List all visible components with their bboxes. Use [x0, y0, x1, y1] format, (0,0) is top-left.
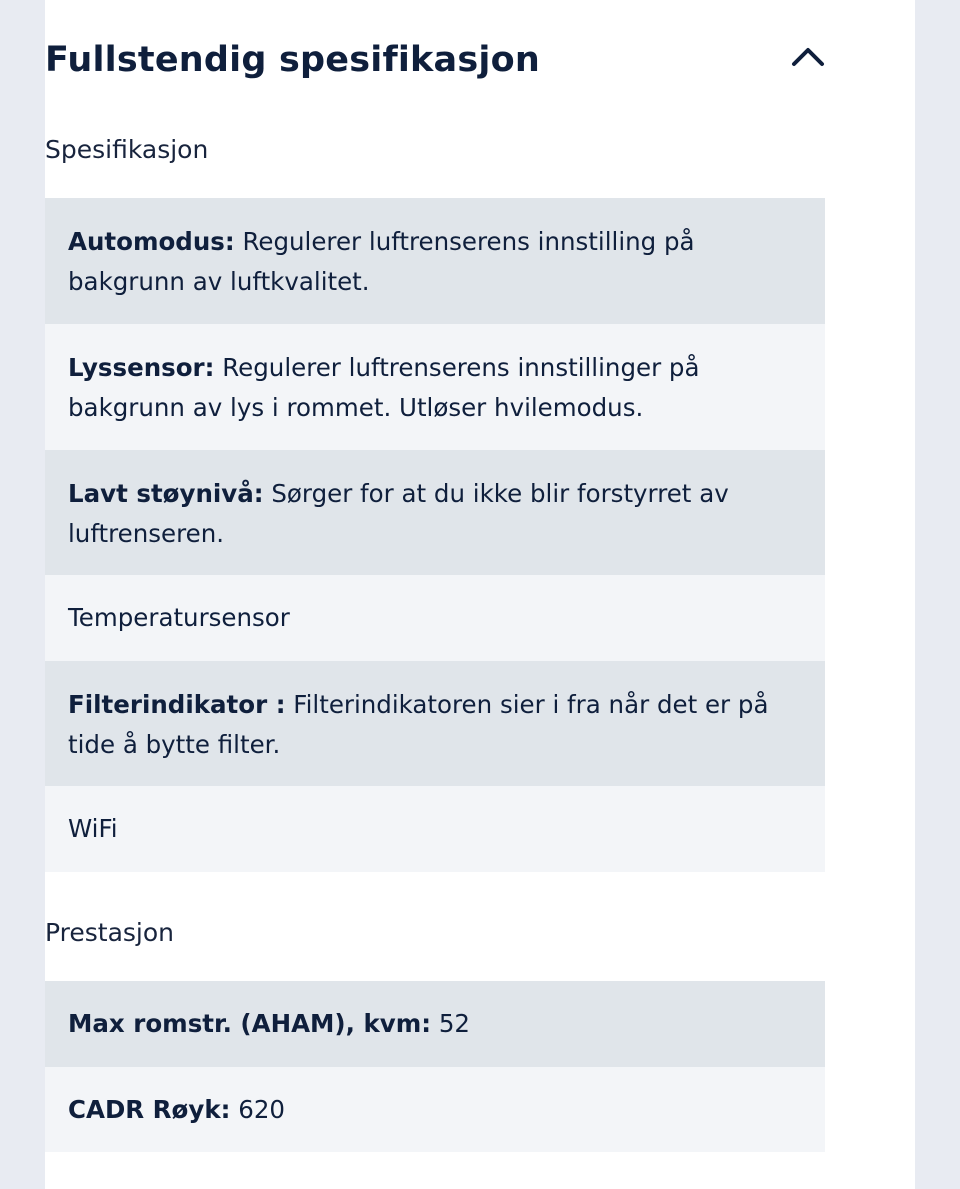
spec-row-wifi — [45, 786, 825, 872]
spec-term: Lavt støynivå: — [68, 479, 264, 508]
spec-term: Lyssensor: — [68, 353, 215, 382]
section-title: Fullstendig spesifikasjon — [45, 40, 540, 80]
spec-term: Max romstr. (AHAM), kvm: — [68, 1009, 432, 1038]
performance-row-max-romstr — [45, 981, 825, 1067]
prestasjon-label: Prestasjon — [45, 918, 175, 947]
spec-row-lavt-stoyniva — [45, 450, 825, 575]
spec-description: Temperatursensor — [68, 603, 290, 632]
specification-header[interactable] — [45, 36, 825, 86]
spec-row-lyssensor — [45, 324, 825, 450]
spec-description: WiFi — [68, 814, 118, 843]
chevron-up-icon[interactable] — [791, 44, 825, 68]
spec-row-temperatursensor — [45, 575, 825, 661]
spec-term: Automodus: — [68, 227, 235, 256]
spec-description: Regulerer luftrenserens innstilling på bakgrunn av luftkvalitet. — [68, 227, 695, 296]
performance-row-cadr-royk — [45, 1067, 825, 1152]
spec-description: Sørger for at du ikke blir forstyrret av luftrenseren. — [68, 479, 729, 548]
spec-description: Filterindikatoren sier i fra når det er på tide å bytte filter. — [68, 690, 769, 759]
spec-description: 620 — [230, 1095, 285, 1124]
spec-term: Filterindikator : — [68, 690, 286, 719]
spec-description: Regulerer luftrenserens innstillinger på bakgrunn av lys i rommet. Utløser hvilemodus. — [68, 353, 700, 422]
spec-description: 52 — [431, 1009, 471, 1038]
spec-row-filterindikator — [45, 661, 825, 786]
spesifikasjon-label: Spesifikasjon — [45, 135, 209, 164]
prestasjon-list — [45, 981, 825, 1152]
spec-term: CADR Røyk: — [68, 1095, 231, 1124]
spec-row-automodus — [45, 198, 825, 324]
spesifikasjon-list — [45, 198, 825, 872]
